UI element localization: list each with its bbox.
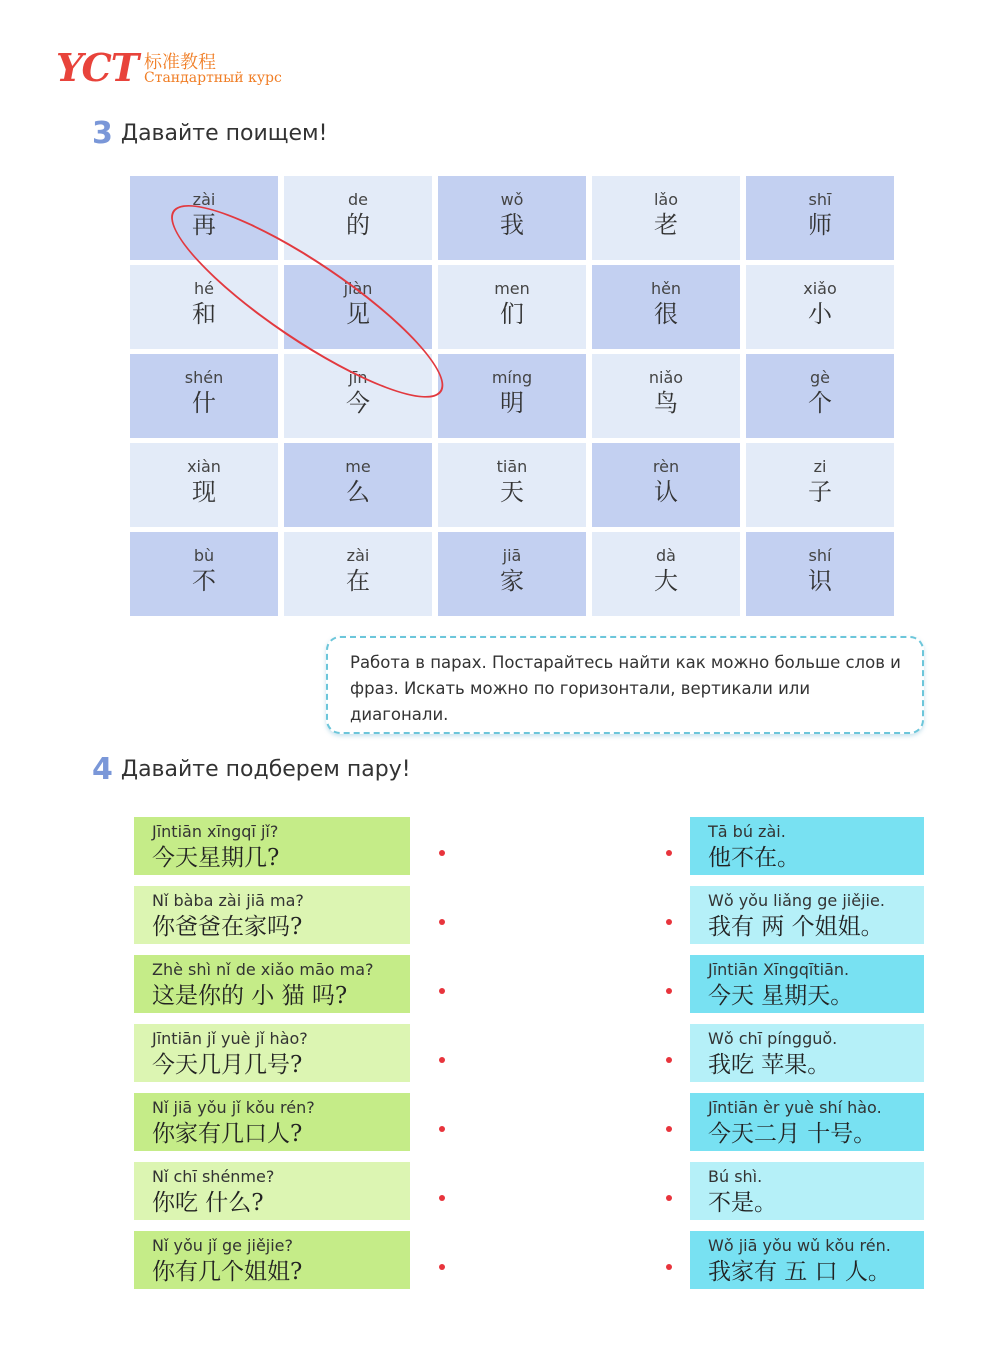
grid-cell-pinyin: dà [656,546,676,565]
grid-cell-pinyin: jīn [348,368,368,387]
question-card [134,955,410,1013]
grid-cell [746,354,894,438]
answer-match-dot[interactable] [666,1264,672,1270]
grid-cell-hanzi: 现 [192,478,216,506]
grid-cell-hanzi: 认 [654,478,678,506]
question-card-hanzi: 你爸爸在家吗? [152,914,303,940]
section-3-title: Давайте поищем! [120,121,328,146]
question-card-hanzi: 你吃 什么? [152,1190,264,1216]
grid-cell-pinyin: men [494,279,530,298]
answer-card-hanzi: 今天 星期天。 [708,983,854,1009]
grid-cell-hanzi: 家 [500,567,524,595]
grid-cell-hanzi: 见 [346,300,370,328]
grid-cell [284,532,432,616]
question-card-pinyin: Nǐ chī shénme? [152,1167,275,1186]
grid-cell-hanzi: 么 [346,478,370,506]
grid-cell-hanzi: 天 [500,478,524,506]
grid-cell [438,176,586,260]
section-4-heading [92,752,411,787]
answer-match-dot[interactable] [666,850,672,856]
grid-cell [592,265,740,349]
grid-cell-hanzi: 不 [192,567,216,595]
grid-cell-pinyin: zài [346,546,370,565]
grid-cell [746,176,894,260]
answer-card-pinyin: Wǒ yǒu liǎng ge jiějie. [708,891,885,910]
grid-cell [592,176,740,260]
grid-cell [592,443,740,527]
grid-cell [438,354,586,438]
grid-cell [438,443,586,527]
grid-cell [592,532,740,616]
question-match-dot[interactable] [439,919,445,925]
question-match-dot[interactable] [439,1264,445,1270]
question-card-hanzi: 你有几个姐姐? [152,1259,303,1285]
grid-cell-hanzi: 师 [808,211,832,239]
grid-cell-pinyin: hěn [650,279,682,298]
answer-card [690,817,924,875]
grid-cell [438,265,586,349]
grid-cell-hanzi: 识 [808,567,832,595]
grid-cell [284,443,432,527]
grid-cell [592,354,740,438]
grid-cell-hanzi: 和 [192,300,216,328]
question-match-dot[interactable] [439,850,445,856]
grid-cell-hanzi: 今 [346,389,370,417]
question-card-pinyin: Zhè shì nǐ de xiǎo māo ma? [152,960,374,979]
instruction-note [326,636,924,734]
question-card-hanzi: 你家有几口人? [152,1121,303,1147]
grid-cell-hanzi: 什 [192,389,216,417]
grid-cell-pinyin: jiàn [343,279,373,298]
question-match-dot[interactable] [439,1195,445,1201]
question-card [134,1024,410,1082]
grid-cell-pinyin: lǎo [653,190,679,209]
grid-cell-hanzi: 子 [808,478,832,506]
grid-cell-hanzi: 再 [192,211,216,239]
grid-cell-pinyin: jiā [502,546,522,565]
question-card-hanzi: 今天星期几? [152,845,280,871]
answer-card [690,1024,924,1082]
question-match-dot[interactable] [439,1057,445,1063]
grid-cell-pinyin: niǎo [648,368,684,387]
answer-card-hanzi: 他不在。 [708,845,800,871]
grid-cell-pinyin: zài [192,190,216,209]
question-card-hanzi: 今天几月几号? [152,1052,303,1078]
question-card-pinyin: Jīntiān jǐ yuè jǐ hào? [152,1029,308,1048]
answer-card-pinyin: Jīntiān èr yuè shí hào. [708,1098,882,1117]
grid-cell-pinyin: de [348,190,368,209]
grid-cell-pinyin: shén [184,368,224,387]
answer-match-dot[interactable] [666,1195,672,1201]
grid-cell [746,532,894,616]
grid-cell-pinyin: zi [813,457,827,476]
question-card [134,817,410,875]
question-card-pinyin: Nǐ bàba zài jiā ma? [152,891,304,910]
grid-cell-hanzi: 的 [346,211,370,239]
grid-cell-hanzi: 在 [346,567,370,595]
grid-cell-pinyin: bù [193,546,215,565]
question-card-pinyin: Jīntiān xīngqī jǐ? [152,822,279,841]
grid-cell-hanzi: 个 [808,389,832,417]
answer-card-hanzi: 我吃 苹果。 [708,1052,831,1078]
grid-cell-pinyin: gè [810,368,830,387]
question-match-dot[interactable] [439,988,445,994]
grid-cell [284,176,432,260]
grid-cell [746,443,894,527]
grid-cell-hanzi: 明 [500,389,524,417]
answer-card-hanzi: 我家有 五 口 人。 [708,1259,891,1285]
grid-cell-pinyin: xiàn [187,457,221,476]
grid-cell-pinyin: me [345,457,371,476]
answer-match-dot[interactable] [666,988,672,994]
instruction-text: Работа в парах. Постарайтесь найти как можно больше слов и фраз. Искать можно по горизонтали, вертикали или диагонали. [350,653,901,724]
grid-cell-pinyin: wǒ [500,190,524,209]
question-card [134,1093,410,1151]
logo-mark: YCT [56,45,138,90]
answer-card-hanzi: 我有 两 个姐姐。 [708,914,884,940]
section-3-heading [92,116,327,151]
answer-card-pinyin: Bú shì. [708,1167,763,1186]
grid-cell-hanzi: 我 [500,211,524,239]
section-4-number: 4 [92,752,113,787]
grid-cell-pinyin: rèn [652,457,680,476]
answer-card-pinyin: Tā bú zài. [708,822,786,841]
answer-card-hanzi: 不是。 [708,1190,777,1216]
section-4-title: Давайте подберем пару! [120,757,411,782]
question-card-hanzi: 这是你的 小 猫 吗? [152,983,348,1009]
answer-card-pinyin: Wǒ jiā yǒu wǔ kǒu rén. [708,1236,891,1255]
grid-cell-hanzi: 老 [654,211,678,239]
grid-cell-hanzi: 们 [500,300,524,328]
question-card [134,1162,410,1220]
grid-cell-pinyin: xiǎo [803,279,837,298]
answer-card [690,955,924,1013]
grid-cell-pinyin: shī [808,190,832,209]
answer-card-hanzi: 今天二月 十号。 [708,1121,877,1147]
grid-cell [130,532,278,616]
question-match-dot[interactable] [439,1126,445,1132]
grid-cell [130,443,278,527]
answer-match-dot[interactable] [666,1057,672,1063]
question-card-pinyin: Nǐ jiā yǒu jǐ kǒu rén? [152,1098,315,1117]
answer-card [690,886,924,944]
logo-chinese-title: 标准教程 [144,52,216,73]
section-3-number: 3 [92,116,113,151]
grid-cell [438,532,586,616]
grid-cell-pinyin: shí [808,546,832,565]
answer-card [690,1162,924,1220]
answer-card [690,1093,924,1151]
answer-card-pinyin: Wǒ chī píngguǒ. [708,1029,838,1048]
question-card-pinyin: Nǐ yǒu jǐ ge jiějie? [152,1236,294,1255]
grid-cell-pinyin: míng [491,368,533,387]
answer-card [690,1231,924,1289]
logo-russian-title: Стандартный курс [144,70,282,86]
question-card [134,1231,410,1289]
grid-cell [130,354,278,438]
grid-cell-hanzi: 很 [654,300,678,328]
question-card [134,886,410,944]
grid-cell-pinyin: tiān [496,457,528,476]
answer-match-dot[interactable] [666,1126,672,1132]
grid-cell-hanzi: 小 [808,300,832,328]
grid-cell-hanzi: 大 [654,567,678,595]
grid-cell-hanzi: 鸟 [654,389,678,417]
answer-match-dot[interactable] [666,919,672,925]
answer-card-pinyin: Jīntiān Xīngqītiān. [708,960,850,979]
grid-cell [746,265,894,349]
grid-cell-pinyin: hé [194,279,214,298]
